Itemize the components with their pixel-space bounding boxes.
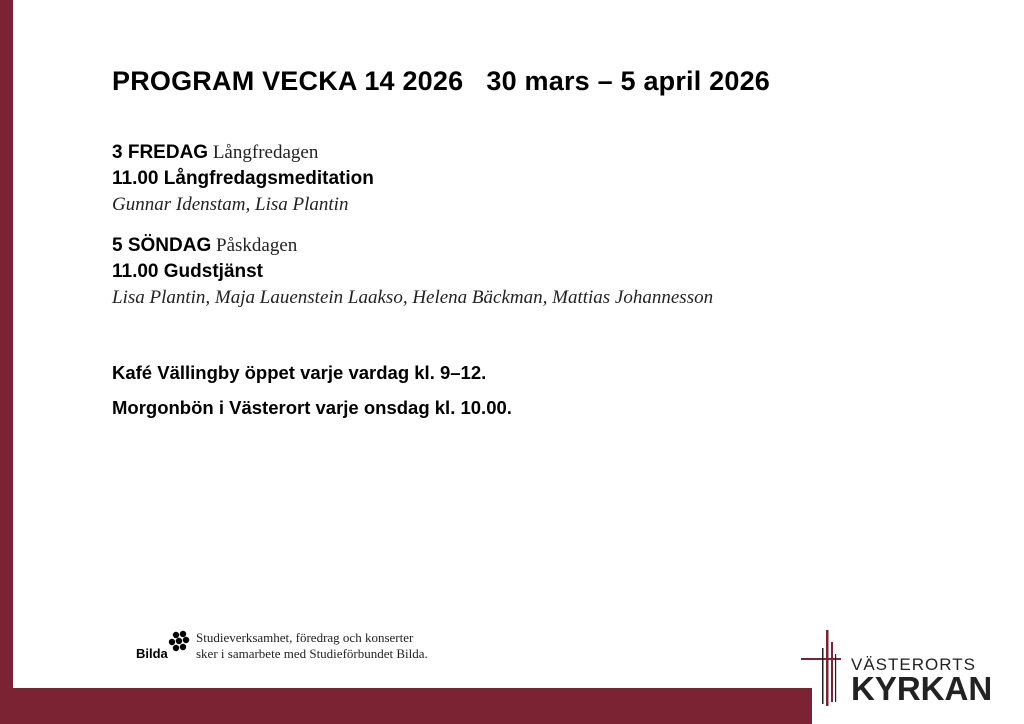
day-label: 5 SÖNDAG (112, 235, 212, 256)
note-morning-prayer: Morgonbön i Västerort varje onsdag kl. 10.00. (112, 397, 512, 418)
note-cafe: Kafé Vällingby öppet varje vardag kl. 9–12. (112, 362, 487, 383)
bilda-logo-icon (166, 630, 194, 660)
event-title: 11.00 Långfredagsmeditation (112, 168, 374, 189)
title-dates: 30 mars – 5 april 2026 (486, 66, 771, 96)
bilda-line-1: Studieverksamhet, föredrag och konserter (196, 630, 414, 645)
bilda-label: Bilda (136, 646, 168, 661)
event-title: 11.00 Gudstjänst (112, 261, 264, 282)
event-people: Gunnar Idenstam, Lisa Plantin (112, 194, 349, 215)
day-name: Långfredagen (212, 142, 319, 163)
left-accent-bar (0, 0, 13, 724)
title-week: PROGRAM VECKA 14 2026 (112, 66, 464, 96)
event-people: Lisa Plantin, Maja Lauenstein Laakso, Helena Bäckman, Mattias Johannesson (112, 287, 714, 308)
schedule-item-sunday (112, 233, 713, 311)
page-title (112, 66, 770, 97)
day-name: Påskdagen (216, 235, 298, 256)
bilda-description (196, 630, 428, 662)
schedule-item-friday (112, 140, 374, 218)
day-label: 3 FREDAG (112, 142, 209, 163)
bottom-accent-bar (0, 688, 812, 724)
church-name-bottom: KYRKAN (851, 670, 993, 707)
bilda-line-2: sker i samarbete med Studieförbundet Bilda. (196, 646, 428, 661)
church-name-top: VÄSTERORTS (851, 655, 976, 674)
